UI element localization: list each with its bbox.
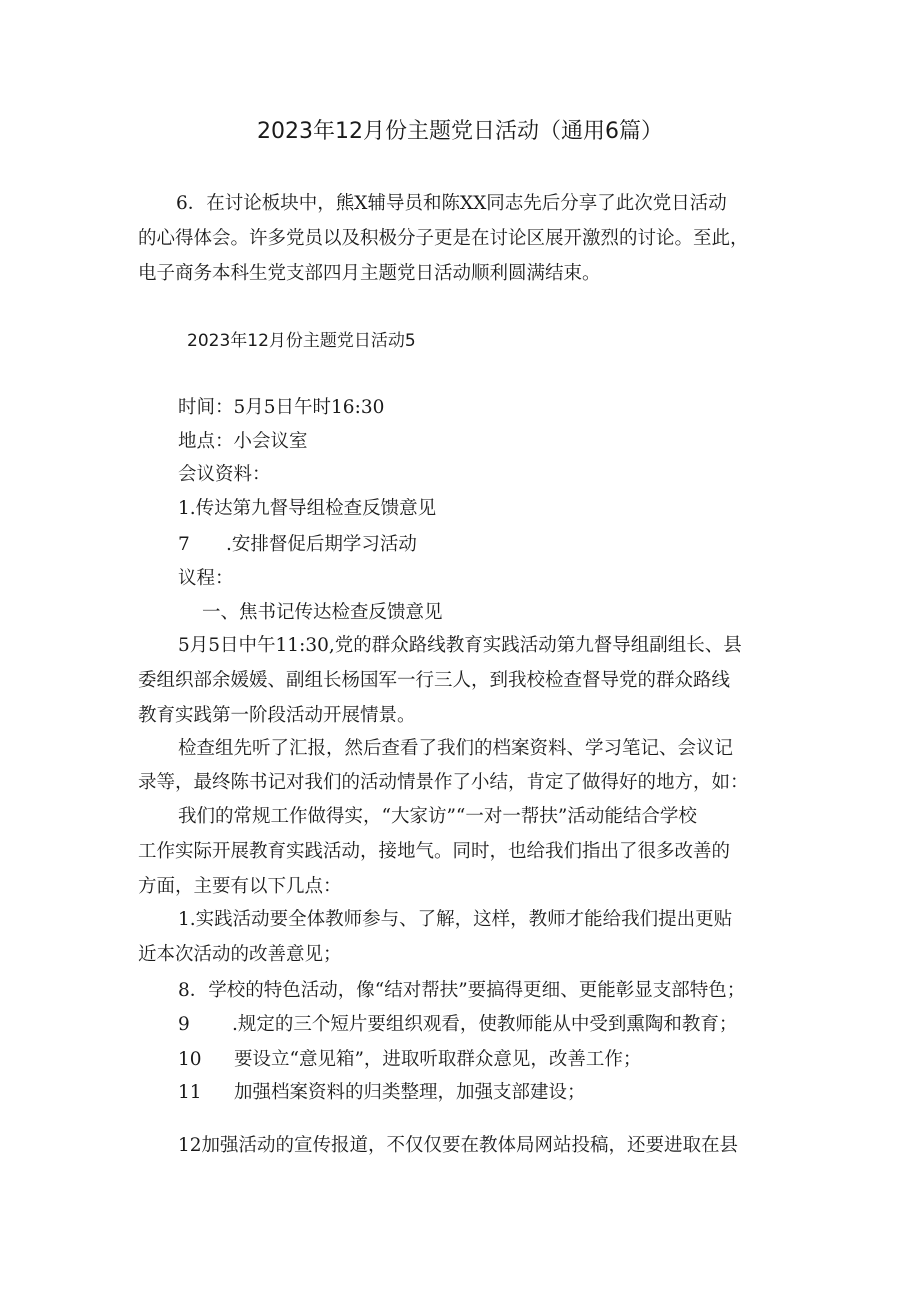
point-9-number: 9 [178, 1014, 190, 1035]
paragraph-3-line-3: 方面，主要有以下几点： [138, 876, 342, 897]
point-10-number: 10 [178, 1049, 202, 1070]
paragraph-3-line-2: 工作实际开展教育实践活动，接地气。同时，也给我们指出了很多改善的 [138, 841, 731, 862]
paragraph-2-line-2: 录等，最终陈书记对我们的活动情景作了小结，肯定了做得好的地方，如： [138, 772, 749, 793]
point-8: 8．学校的特色活动，像“结对帮扶”要搞得更细、更能彰显支部特色； [178, 980, 746, 1001]
point-1-line-1: 1.实践活动要全体教师参与、了解，这样，教师才能给我们提出更贴 [178, 909, 733, 930]
paragraph-6-line-2: 的心得体会。许多党员以及积极分子更是在讨论区展开激烈的讨论。至此， [138, 228, 749, 249]
point-10-text: 要设立“意见箱”，进取听取群众意见，改善工作； [234, 1049, 642, 1070]
meeting-place: 地点：小会议室 [178, 431, 308, 452]
point-1-line-2: 近本次活动的改善意见； [138, 944, 342, 965]
point-11-number: 11 [178, 1082, 202, 1103]
material-item-2-text: .安排督促后期学习活动 [226, 534, 417, 555]
point-9-text: .规定的三个短片要组织观看，使教师能从中受到熏陶和教育； [232, 1014, 738, 1035]
material-item-2-number: 7 [178, 534, 190, 555]
paragraph-6-line-1: 6．在讨论板块中，熊X辅导员和陈XX同志先后分享了此次党日活动 [176, 193, 727, 214]
paragraph-3-line-1: 我们的常规工作做得实，“大家访”“一对一帮扶”活动能结合学校 [178, 806, 697, 827]
document-title: 2023年12月份主题党日活动（通用6篇） [257, 119, 663, 144]
section-heading: 2023年12月份主题党日活动5 [187, 331, 416, 351]
paragraph-1-line-2: 委组织部余媛媛、副组长杨国军一行三人，到我校检查督导党的群众路线 [138, 670, 731, 691]
paragraph-2-line-1: 检查组先听了汇报，然后查看了我们的档案资料、学习笔记、会议记 [178, 738, 734, 759]
meeting-time: 时间：5月5日午时16:30 [178, 397, 385, 418]
agenda-label: 议程： [178, 568, 234, 589]
point-12: 12加强活动的宣传报道，不仅仅要在教体局网站投稿，还要进取在县 [178, 1135, 739, 1156]
material-item-1: 1.传达第九督导组检查反馈意见 [178, 498, 437, 519]
materials-label: 会议资料： [178, 464, 271, 485]
paragraph-1-line-3: 教育实践第一阶段活动开展情景。 [138, 705, 416, 726]
agenda-item-1: 一、焦书记传达检查反馈意见 [202, 602, 443, 623]
paragraph-6-line-3: 电子商务本科生党支部四月主题党日活动顺利圆满结束。 [138, 263, 601, 284]
point-11-text: 加强档案资料的归类整理，加强支部建设； [234, 1082, 586, 1103]
paragraph-1-line-1: 5月5日中午11:30,党的群众路线教育实践活动第九督导组副组长、县 [178, 635, 742, 656]
